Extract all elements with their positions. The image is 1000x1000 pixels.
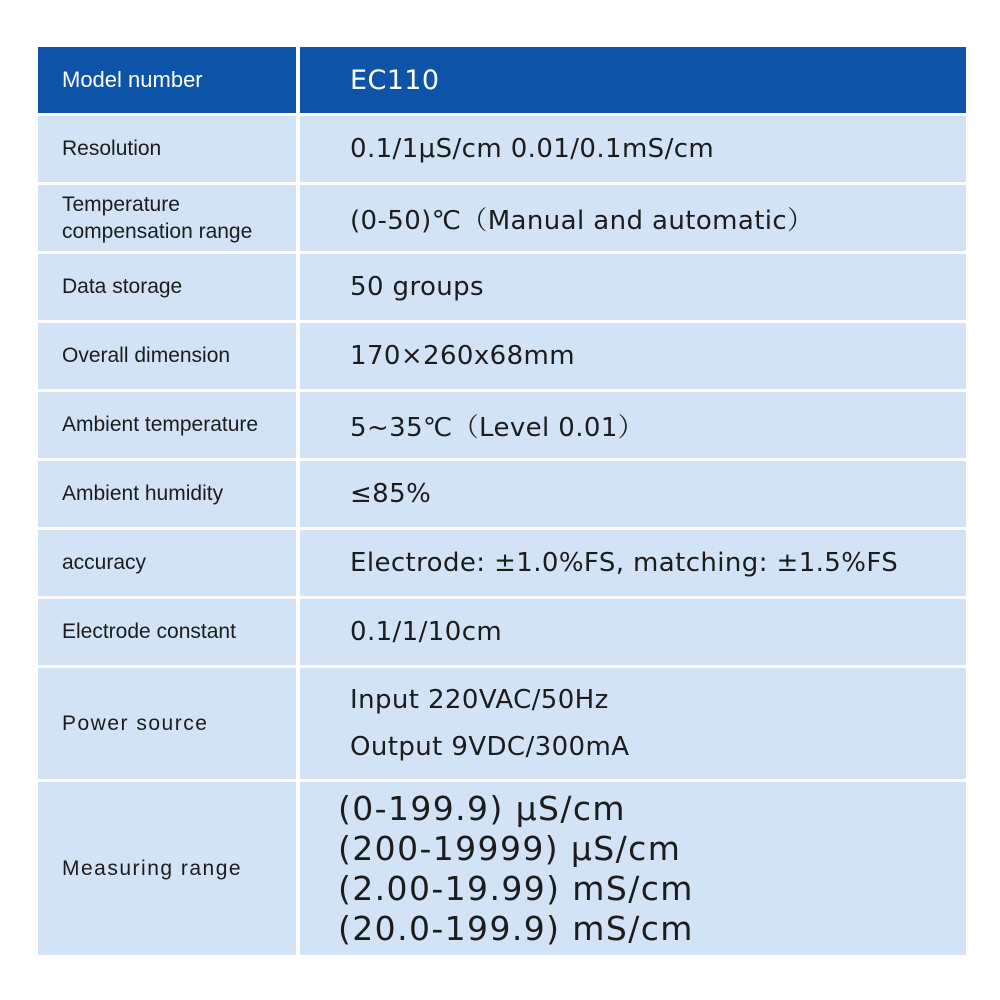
row-label: Ambient humidity (38, 461, 296, 527)
range-line: (2.00-19.99) mS/cm (338, 868, 694, 908)
range-line: (200-19999) μS/cm (338, 828, 682, 868)
row-label: accuracy (38, 530, 296, 596)
row-value: ≤85% (300, 461, 966, 527)
row-label: Ambient temperature (38, 392, 296, 458)
row-label-line: compensation range (62, 220, 253, 243)
row-value: 50 groups (300, 254, 966, 320)
row-label: Overall dimension (38, 323, 296, 389)
header-value: EC110 (300, 47, 966, 113)
range-line: (0-199.9) μS/cm (338, 788, 626, 828)
row-value: (0-50)℃（Manual and automatic） (300, 185, 966, 251)
row-value: 5~35℃（Level 0.01） (300, 392, 966, 458)
power-line: Output 9VDC/300mA (350, 731, 630, 762)
row-value: 170×260x68mm (300, 323, 966, 389)
row-label: Resolution (38, 116, 296, 182)
row-label-line: Temperature (62, 192, 180, 216)
row-label: Electrode constant (38, 599, 296, 665)
spec-table (38, 47, 962, 955)
row-value: 0.1/1/10cm (300, 599, 966, 665)
header-label: Model number (38, 47, 296, 113)
row-value: 0.1/1μS/cm 0.01/0.1mS/cm (300, 116, 966, 182)
power-line: Input 220VAC/50Hz (350, 684, 609, 715)
row-value (300, 782, 966, 955)
range-line: (20.0-199.9) mS/cm (338, 908, 694, 948)
row-label (38, 185, 296, 251)
row-label: Power source (38, 668, 296, 779)
row-label: Data storage (38, 254, 296, 320)
row-value (300, 668, 966, 779)
row-value: Electrode: ±1.0%FS, matching: ±1.5%FS (300, 530, 966, 596)
row-label: Measuring range (38, 782, 296, 955)
